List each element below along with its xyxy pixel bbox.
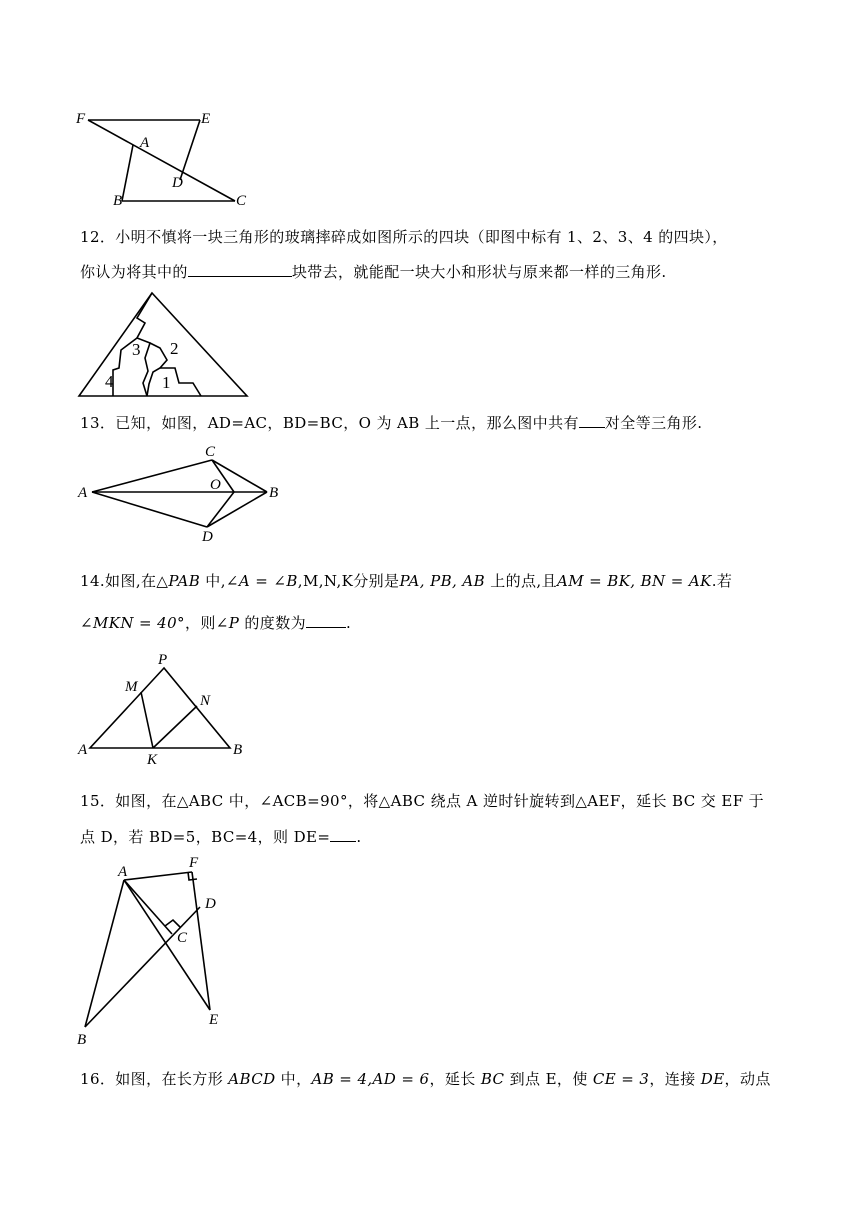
label-C: C xyxy=(177,930,188,946)
q15-line2 xyxy=(80,826,362,847)
label-E: E xyxy=(209,1012,219,1028)
label-B: B xyxy=(113,193,123,209)
q16-mid1: 中， xyxy=(275,1070,312,1088)
q14-mid2: ,M,N,K分别是 xyxy=(297,572,400,590)
q14-points: PA, PB, AB xyxy=(399,572,486,590)
label-B: B xyxy=(233,742,243,758)
q13-text xyxy=(80,412,702,433)
q16-mid4: ，连接 xyxy=(649,1070,701,1088)
q14-prefix: 14.如图,在△ xyxy=(80,572,169,590)
q14-angle-p: ∠P xyxy=(215,614,240,632)
q16-end: ，动点 xyxy=(724,1070,771,1088)
label-K: K xyxy=(147,752,158,768)
q16-bc: BC xyxy=(480,1070,505,1088)
label-A: A xyxy=(140,135,150,151)
q13-answer-blank[interactable] xyxy=(579,413,605,428)
q14-line2-end: 的度数为 xyxy=(239,614,307,632)
q16-line1 xyxy=(80,1068,771,1089)
q16-mid2: ，延长 xyxy=(429,1070,481,1088)
q16-eq2: CE = 3 xyxy=(592,1070,650,1088)
q15-figure xyxy=(72,852,242,1047)
q13-text-after: 对全等三角形. xyxy=(604,414,703,432)
label-A: A xyxy=(78,742,88,758)
q14-answer-blank[interactable] xyxy=(306,613,346,628)
label-E: E xyxy=(201,111,211,127)
label-C: C xyxy=(236,193,247,209)
q15-line2-before: 点 D，若 BD=5，BC=4，则 DE= xyxy=(80,828,331,846)
label-O: O xyxy=(210,477,221,493)
piece-2: 2 xyxy=(170,339,179,358)
q12-line2-before: 你认为将其中的 xyxy=(80,263,188,281)
q14-period: . xyxy=(346,614,352,632)
label-D: D xyxy=(205,896,216,912)
q12-line2-after: 块带去，就能配一块大小和形状与原来都一样的三角形. xyxy=(291,263,667,281)
q14-eq: AM = BK, BN = AK xyxy=(556,572,712,590)
label-N: N xyxy=(200,693,211,709)
q16-mid3: 到点 E，使 xyxy=(504,1070,593,1088)
q12-line1: 12．小明不慎将一块三角形的玻璃摔碎成如图所示的四块（即图中标有 1、2、3、4 的四块）， xyxy=(80,228,728,246)
label-P: P xyxy=(158,652,168,668)
label-A: A xyxy=(78,485,88,501)
q14-line2 xyxy=(80,612,351,633)
q14-line1 xyxy=(80,570,732,591)
q13-text-before: 13．已知，如图，AD=AC，BD=BC，O 为 AB 上一点，那么图中共有 xyxy=(80,414,579,432)
q12-answer-blank[interactable] xyxy=(188,262,292,277)
label-D: D xyxy=(172,175,183,191)
q12-line2 xyxy=(80,261,667,282)
label-C: C xyxy=(205,444,216,460)
q13-figure xyxy=(72,440,292,545)
label-A: A xyxy=(118,864,128,880)
piece-1: 1 xyxy=(162,373,171,392)
q16-eq1: AB = 4,AD = 6 xyxy=(311,1070,430,1088)
q14-mid3: 上的点,且 xyxy=(485,572,557,590)
q16-prefix: 16．如图，在长方形 xyxy=(80,1070,229,1088)
label-F: F xyxy=(76,111,86,127)
q14-mid1: 中, xyxy=(200,572,226,590)
q12-figure xyxy=(75,288,255,400)
label-M: M xyxy=(125,679,138,695)
label-D: D xyxy=(202,529,213,545)
q14-figure xyxy=(75,650,265,768)
label-B: B xyxy=(77,1032,87,1047)
q14-end: .若 xyxy=(711,572,733,590)
label-B: B xyxy=(269,485,279,501)
piece-4: 4 xyxy=(105,372,114,391)
q14-angle-mkn: ∠MKN = 40° xyxy=(80,614,185,632)
q14-angles: ∠A = ∠B xyxy=(225,572,298,590)
q16-abcd: ABCD xyxy=(228,1070,276,1088)
q15-line1: 15．如图，在△ABC 中，∠ACB=90°，将△ABC 绕点 A 逆时针旋转到△AEF，延长 BC 交 EF 于 xyxy=(80,792,765,810)
q15-answer-blank[interactable] xyxy=(330,827,356,842)
label-F: F xyxy=(189,855,199,871)
piece-3: 3 xyxy=(132,340,141,359)
q16-de: DE xyxy=(700,1070,725,1088)
q14-line2-mid: ，则 xyxy=(184,614,216,632)
q15-line2-after: . xyxy=(356,828,362,846)
q11-figure xyxy=(70,105,270,210)
q14-pab: PAB xyxy=(168,572,201,590)
